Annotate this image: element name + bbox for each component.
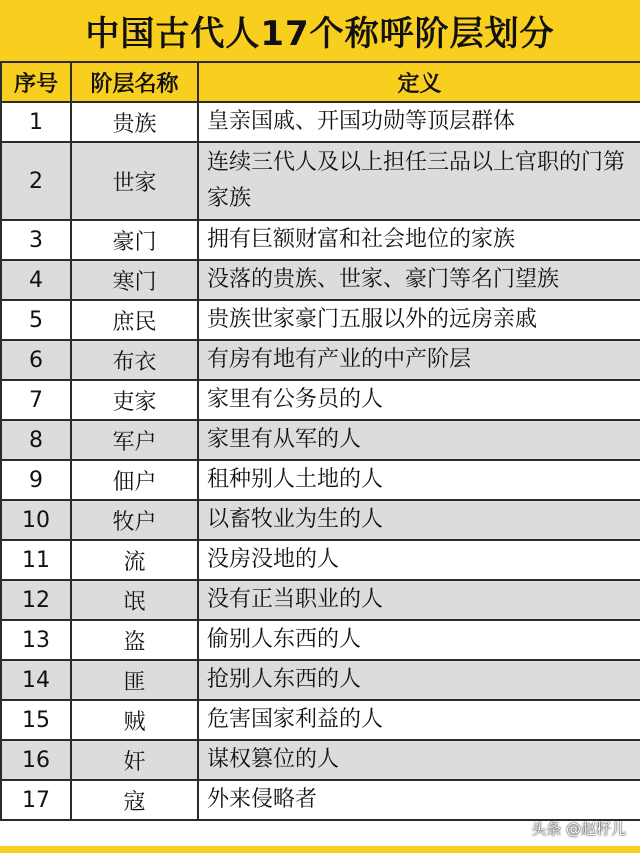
table-row	[1, 780, 640, 820]
row-name: 庶民	[71, 300, 198, 340]
row-name: 军户	[71, 420, 198, 460]
row-name: 流	[71, 540, 198, 580]
row-definition: 租种别人土地的人	[198, 460, 640, 500]
table-row	[1, 700, 640, 740]
row-definition: 家里有公务员的人	[198, 380, 640, 420]
row-index: 2	[1, 142, 71, 220]
row-name: 贵族	[71, 102, 198, 142]
table-row	[1, 660, 640, 700]
row-definition: 以畜牧业为生的人	[198, 500, 640, 540]
table-header-row	[1, 62, 640, 102]
row-name: 布衣	[71, 340, 198, 380]
row-definition: 抢别人东西的人	[198, 660, 640, 700]
row-index: 7	[1, 380, 71, 420]
table-row	[1, 740, 640, 780]
header-name: 阶层名称	[71, 62, 198, 102]
header-index: 序号	[1, 62, 71, 102]
watermark-text: 头条 @赵籽儿	[531, 820, 626, 838]
row-name: 贼	[71, 700, 198, 740]
row-name: 豪门	[71, 220, 198, 260]
row-definition: 没有正当职业的人	[198, 580, 640, 620]
row-index: 8	[1, 420, 71, 460]
row-name: 盗	[71, 620, 198, 660]
table-row	[1, 380, 640, 420]
table-row	[1, 220, 640, 260]
table-row	[1, 102, 640, 142]
row-definition: 连续三代人及以上担任三品以上官职的门第家族	[198, 142, 640, 220]
table-row	[1, 620, 640, 660]
row-definition: 贵族世家豪门五服以外的远房亲戚	[198, 300, 640, 340]
row-index: 10	[1, 500, 71, 540]
row-definition: 没落的贵族、世家、豪门等名门望族	[198, 260, 640, 300]
row-name: 奸	[71, 740, 198, 780]
bottom-band	[0, 846, 640, 853]
row-index: 12	[1, 580, 71, 620]
row-name: 寇	[71, 780, 198, 820]
table-row	[1, 420, 640, 460]
row-name: 牧户	[71, 500, 198, 540]
row-definition: 偷别人东西的人	[198, 620, 640, 660]
table-row	[1, 460, 640, 500]
row-definition: 有房有地有产业的中产阶层	[198, 340, 640, 380]
row-definition: 家里有从军的人	[198, 420, 640, 460]
row-definition: 拥有巨额财富和社会地位的家族	[198, 220, 640, 260]
row-index: 5	[1, 300, 71, 340]
row-index: 4	[1, 260, 71, 300]
row-name: 世家	[71, 142, 198, 220]
table-row	[1, 260, 640, 300]
page-title: 中国古代人17个称呼阶层划分	[85, 14, 555, 54]
row-definition: 谋权篡位的人	[198, 740, 640, 780]
row-name: 氓	[71, 580, 198, 620]
table-row	[1, 340, 640, 380]
row-definition: 外来侵略者	[198, 780, 640, 820]
title-bar	[0, 0, 640, 61]
table-row	[1, 500, 640, 540]
table-row	[1, 300, 640, 340]
row-index: 16	[1, 740, 71, 780]
row-index: 9	[1, 460, 71, 500]
row-name: 匪	[71, 660, 198, 700]
header-definition: 定义	[198, 62, 640, 102]
row-index: 6	[1, 340, 71, 380]
class-table	[0, 61, 640, 821]
row-definition: 没房没地的人	[198, 540, 640, 580]
row-name: 佃户	[71, 460, 198, 500]
row-index: 13	[1, 620, 71, 660]
row-index: 14	[1, 660, 71, 700]
row-index: 3	[1, 220, 71, 260]
row-index: 15	[1, 700, 71, 740]
row-name: 寒门	[71, 260, 198, 300]
table-row	[1, 580, 640, 620]
row-definition: 危害国家利益的人	[198, 700, 640, 740]
row-index: 1	[1, 102, 71, 142]
row-index: 11	[1, 540, 71, 580]
row-definition: 皇亲国戚、开国功勋等顶层群体	[198, 102, 640, 142]
row-index: 17	[1, 780, 71, 820]
table-row	[1, 540, 640, 580]
table-row	[1, 142, 640, 220]
row-name: 吏家	[71, 380, 198, 420]
